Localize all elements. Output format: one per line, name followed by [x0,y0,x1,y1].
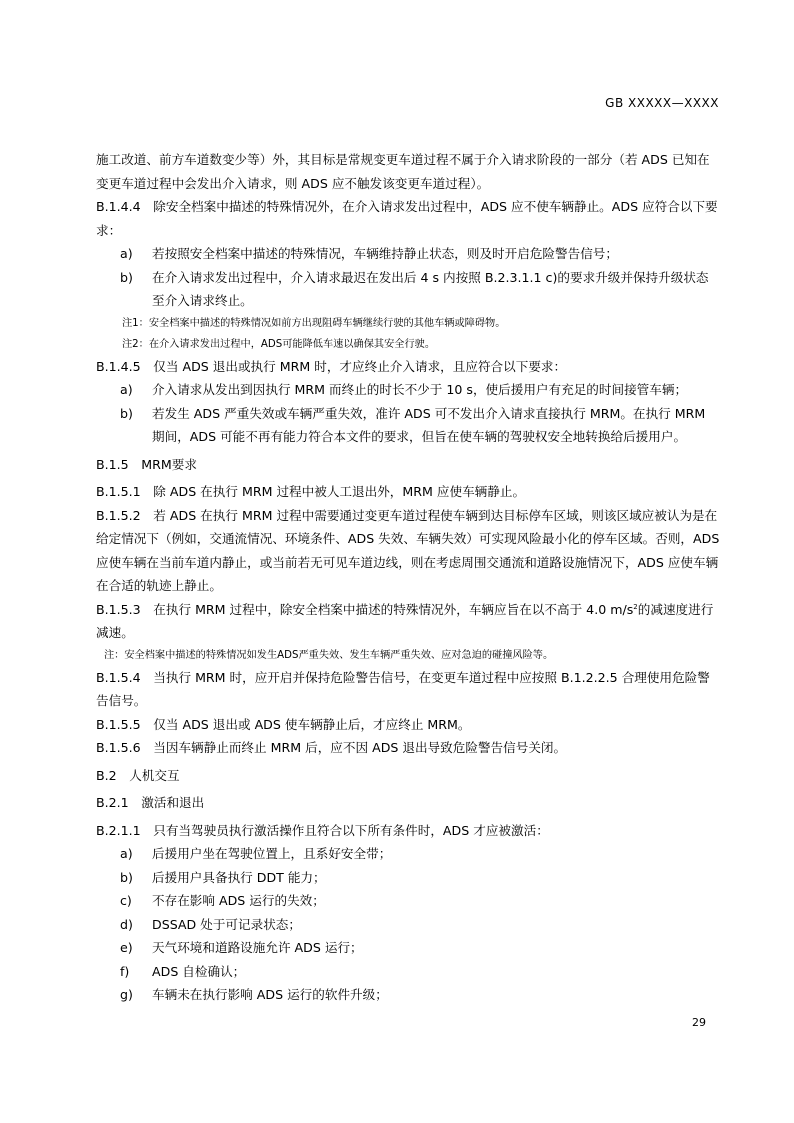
list-item-label: b) [120,405,133,421]
list-item-text: 介入请求从发出到因执行 MRM 而终止的时长不少于 10 s，使后援用户有充足的时间接管车辆； [152,382,688,397]
list-item-text: 在介入请求发出过程中，介入请求最迟在发出后 4 s 内按照 B.2.3.1.1 c)的要求升级并保持升级状态至介入请求终止。 [152,269,709,308]
list-item [96,913,720,937]
list-item-label: a) [120,246,133,261]
list-item-label: b) [120,269,133,285]
superscript: 2 [633,602,638,611]
document-body [96,148,720,1007]
clause-b151: B.1.5.1 除 ADS 在执行 MRM 过程中被人工退出外，MRM 应使车辆静止。 [96,484,526,499]
list-item-text: DSSAD 处于可记录状态； [152,916,301,932]
list-item-text: 若按照安全档案中描述的特殊情况，车辆维持静止状态，则及时开启危险警告信号； [152,246,618,261]
list-item [96,402,720,449]
list-item-text: 后援用户具备执行 DDT 能力； [152,869,326,885]
list-item [96,866,720,890]
clause-b153-text: B.1.5.3 在执行 MRM 过程中，除安全档案中描述的特殊情况外，车辆应旨在以不高于 4.0 m/s [96,601,634,617]
clause-b211: B.2.1.1 只有当驾驶员执行激活操作且符合以下所有条件时，ADS 才应被激活： [96,822,549,838]
list-item-label: c) [120,893,132,908]
list-item-text: 若发生 ADS 严重失效或车辆严重失效，准许 ADS 可不发出介入请求直接执行 MRM。在执行 MRM 期间，ADS 可能不再有能力符合本文件的要求，但旨在使车辆的驾驶权安全地转换给后援用户。 [152,405,706,444]
clause-b144: B.1.4.4 除安全档案中描述的特殊情况外，在介入请求发出过程中，ADS 应不使车辆静止。ADS 应符合以下要求： [96,199,718,238]
list-item [96,983,720,1007]
section-heading-b15: B.1.5 MRM要求 [96,456,197,472]
list-item-label: b) [120,869,133,885]
list-item [96,266,720,313]
list-item [96,936,720,960]
paragraph-continuation: 施工改道、前方车道数变少等）外，其目标是常规变更车道过程不属于介入请求阶段的一部分（若 ADS 已知在变更车道过程中会发出介入请求，则 ADS 应不触发该变更车道过程）。 [96,152,710,191]
list-item-label: f) [120,963,130,979]
list-item [96,889,720,913]
list-item-text: 后援用户坐在驾驶位置上，且系好安全带； [152,846,392,861]
clause-b153 [96,598,720,645]
list-item-text: ADS 自检确认； [152,963,246,979]
list-item-label: g) [120,987,133,1002]
list-item [96,242,720,266]
clause-b156: B.1.5.6 当因车辆静止而终止 MRM 后，应不因 ADS 退出导致危险警告信号关闭。 [96,740,567,755]
list-item-text: 车辆未在执行影响 ADS 运行的软件升级； [152,987,388,1002]
note-3: 注：安全档案中描述的特殊情况如发生ADS严重失效、发生车辆严重失效、应对急迫的碰撞风险等。 [104,649,554,661]
list-item-text: 不存在影响 ADS 运行的失效； [152,893,325,908]
clause-b155: B.1.5.5 仅当 ADS 退出或 ADS 使车辆静止后，才应终止 MRM。 [96,716,471,732]
clause-b154: B.1.5.4 当执行 MRM 时，应开启并保持危险警告信号，在变更车道过程中应按照 B.1.2.2.5 合理使用危险警告信号。 [96,669,710,708]
standard-code-header: GB XXXXX—XXXX [605,96,719,110]
section-heading-b2: B.2 人机交互 [96,767,180,783]
clause-b145: B.1.4.5 仅当 ADS 退出或执行 MRM 时，才应终止介入请求，且应符合以下要求： [96,358,567,374]
list-item [96,842,720,866]
list-item-label: e) [120,940,133,955]
clause-b153-text-end: 的减速度进行减速。 [96,601,714,640]
list-item-label: a) [120,382,133,397]
list-item-text: 天气环境和道路设施允许 ADS 运行； [152,940,363,955]
list-item-label: a) [120,846,133,861]
page-number: 29 [692,1016,706,1029]
section-heading-b21: B.2.1 激活和退出 [96,795,205,810]
note-1: 注1：安全档案中描述的特殊情况如前方出现阻碍车辆继续行驶的其他车辆或障碍物。 [122,317,506,329]
list-item [96,960,720,984]
note-2: 注2：在介入请求发出过程中，ADS可能降低车速以确保其安全行驶。 [122,338,436,350]
list-item [96,378,720,402]
clause-b152: B.1.5.2 若 ADS 在执行 MRM 过程中需要通过变更车道过程使车辆到达目标停车区域，则该区域应被认为是在给定情况下（例如，交通流情况、环境条件、ADS 失效、车辆失效）可实现风险最小化的停车区域。否则，ADS 应使车辆在当前车道内静止，或当前若无可见车道边线，则在考虑周围交通流和道路设施情况下，ADS 应使车辆在合适的轨迹上静止。 [96,507,720,593]
list-item-label: d) [120,916,133,932]
